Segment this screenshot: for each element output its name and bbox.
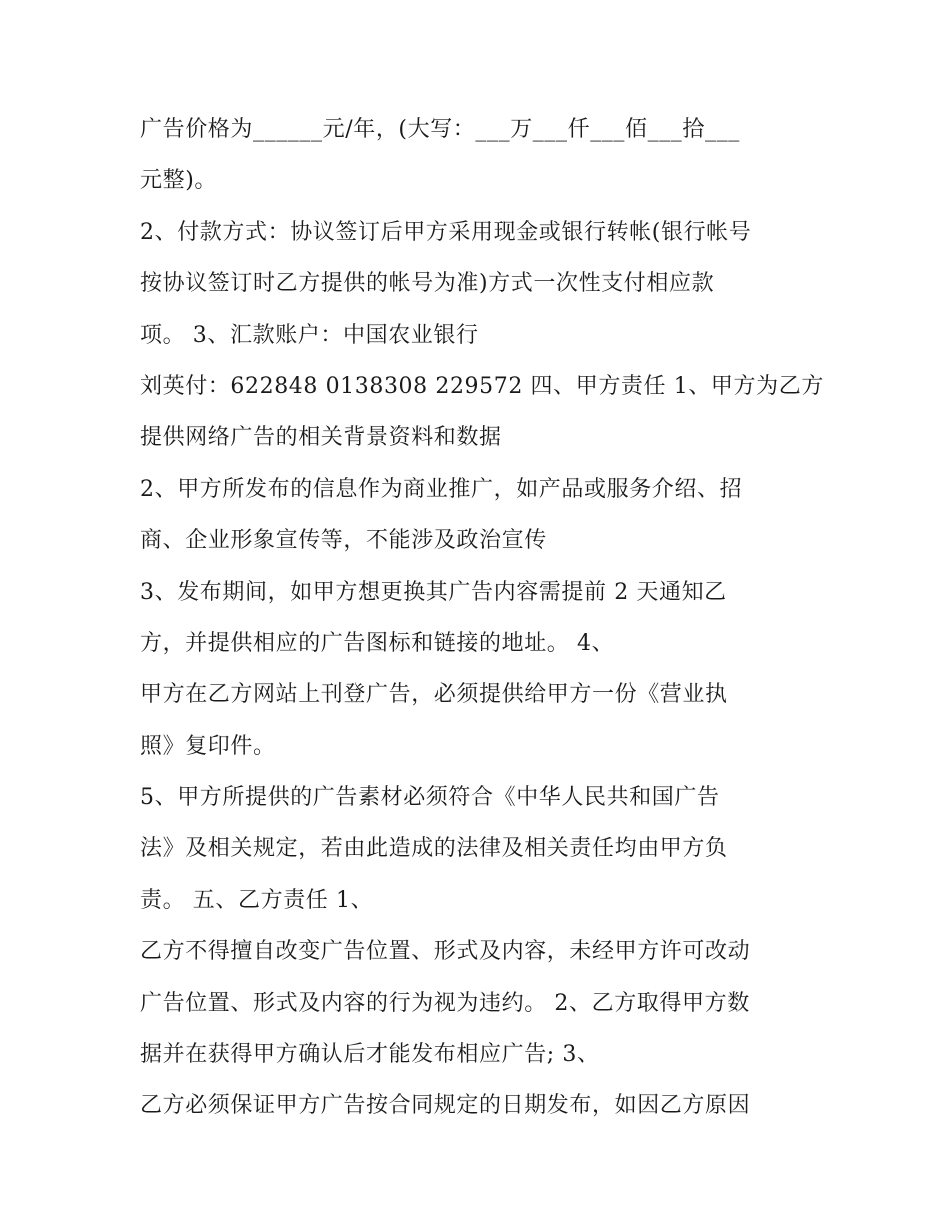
text-line: 项。 3、汇款账户：中国农业银行 [140, 322, 479, 348]
text-line: 广告价格为______元/年，(大写：___万___仟___佰___拾___ [140, 117, 740, 142]
text-line: 乙方不得擅自改变广告位置、形式及内容，未经甲方许可改动 [140, 939, 751, 965]
text-line: 刘英付：622848 0138308 229572 四、甲方责任 1、甲方为乙方 [140, 373, 824, 399]
text-line: 5、甲方所提供的广告素材必须符合《中华人民共和国广告 [140, 785, 720, 811]
text-line: 元整)。 [140, 168, 217, 194]
text-line: 据并在获得甲方确认后才能发布相应广告; 3、 [140, 1042, 600, 1068]
text-line: 乙方必须保证甲方广告按合同规定的日期发布，如因乙方原因 [140, 1093, 751, 1119]
text-line: 按协议签订时乙方提供的帐号为准)方式一次性支付相应款 [140, 271, 715, 297]
text-line: 法》及相关规定，若由此造成的法律及相关责任均由甲方负 [140, 836, 728, 862]
text-line: 商、企业形象宣传等，不能涉及政治宣传 [140, 528, 547, 554]
document-body [140, 104, 830, 1132]
text-line: 责。 五、乙方责任 1、 [140, 887, 374, 913]
text-line: 方，并提供相应的广告图标和链接的地址。 4、 [140, 630, 615, 656]
text-line: 3、发布期间，如甲方想更换其广告内容需提前 2 天通知乙 [140, 579, 727, 605]
text-line: 甲方在乙方网站上刊登广告，必须提供给甲方一份《营业执 [140, 682, 728, 708]
text-line: 广告位置、形式及内容的行为视为违约。 2、乙方取得甲方数 [140, 990, 750, 1016]
text-line: 2、付款方式：协议签订后甲方采用现金或银行转帐(银行帐号 [140, 219, 752, 245]
text-line: 照》复印件。 [140, 733, 276, 759]
text-line: 2、甲方所发布的信息作为商业推广，如产品或服务介绍、招 [140, 476, 743, 502]
text-line: 提供网络广告的相关背景资料和数据 [140, 425, 502, 451]
